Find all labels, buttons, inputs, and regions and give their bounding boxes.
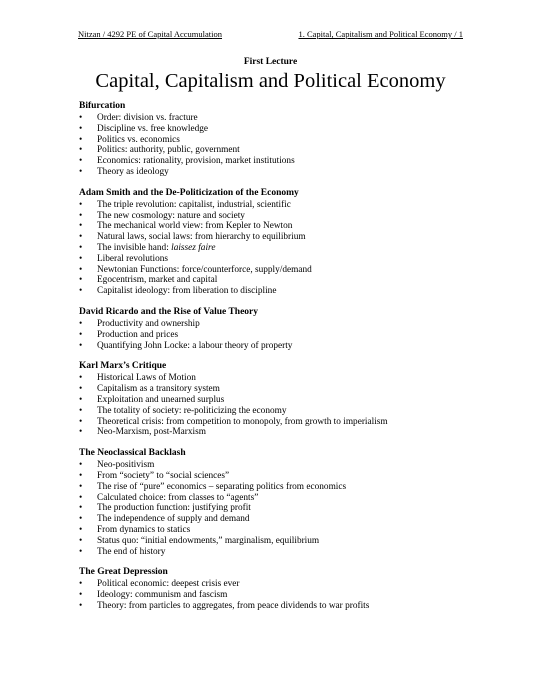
bullet-text: Politics: authority, public, government [97,145,240,156]
bullet-list [79,200,469,297]
bullet-text: Political economic: deepest crisis ever [97,579,240,590]
bullet-item [79,427,469,438]
running-header [78,29,463,39]
bullet-item [79,373,469,384]
section-heading: The Neoclassical Backlash [79,448,186,459]
bullet-item [79,503,469,514]
bullet-item [79,200,469,211]
section-heading: Karl Marx’s Critique [79,361,167,372]
bullet-item [79,167,469,178]
section-heading: The Great Depression [79,567,168,578]
bullet-item [79,113,469,124]
bullet-item [79,275,469,286]
bullet-item [79,319,469,330]
bullet-item [79,265,469,276]
bullet-item [79,471,469,482]
bullet-item [79,341,469,352]
bullet-item [79,232,469,243]
bullet-italic-text: laissez faire [171,242,216,253]
bullet-text: The rise of “pure” economics – separating politics from economics [97,481,347,492]
bullet-text: The new cosmology: nature and society [97,210,245,221]
bullet-item [79,493,469,504]
lecture-outline [79,101,469,622]
bullet-text: Status quo: “initial endowments,” marginalism, equilibrium [97,535,320,546]
bullet-text: Egocentrism, market and capital [97,275,218,286]
bullet-text: Politics vs. economics [97,134,180,145]
bullet-item [79,590,469,601]
bullet-item [79,482,469,493]
outline-section [79,188,469,297]
bullet-list [79,579,469,611]
page-title: Capital, Capitalism and Political Economy [95,70,446,92]
bullet-text: Neo-positivism [97,460,155,471]
bullet-text: Liberal revolutions [97,253,168,264]
bullet-text: Ideology: communism and fascism [97,590,228,601]
bullet-text: The end of history [97,546,166,557]
bullet-text: Neo-Marxism, post-Marxism [97,427,206,438]
bullet-item [79,460,469,471]
bullet-item [79,211,469,222]
bullet-text: Exploitation and unearned surplus [97,394,225,405]
bullet-item [79,514,469,525]
bullet-text: Theory as ideology [97,166,169,177]
bullet-text: From “society” to “social sciences” [97,470,230,481]
section-heading: David Ricardo and the Rise of Value Theory [79,306,259,317]
bullet-text: Calculated choice: from classes to “agents” [97,492,259,503]
bullet-item [79,601,469,612]
bullet-text: Quantifying John Locke: a labour theory of property [97,340,293,351]
bullet-item [79,395,469,406]
title-block [0,56,541,93]
bullet-text: Natural laws, social laws: from hierarchy to equilibrium [97,232,306,243]
bullet-text: Newtonian Functions: force/counterforce, supply/demand [97,264,312,275]
section-heading: Bifurcation [79,101,126,111]
bullet-text: Theoretical crisis: from competition to monopoly, from growth to imperialism [97,416,388,427]
bullet-item [79,243,469,254]
lecture-label: First Lecture [243,57,298,67]
bullet-text: Economics: rationality, provision, market institutions [97,156,295,167]
bullet-text: Theory: from particles to aggregates, from peace dividends to war profits [97,600,370,611]
bullet-list [79,113,469,178]
bullet-item [79,145,469,156]
bullet-item [79,406,469,417]
bullet-item [79,221,469,232]
bullet-item [79,384,469,395]
bullet-item [79,525,469,536]
outline-section [79,307,469,351]
outline-section [79,567,469,611]
bullet-item [79,579,469,590]
bullet-item [79,254,469,265]
bullet-text: The mechanical world view: from Kepler to Newton [97,221,293,232]
bullet-item [79,124,469,135]
bullet-text: The invisible hand: [97,242,172,253]
bullet-item [79,286,469,297]
bullet-text: Production and prices [97,329,179,340]
bullet-item [79,417,469,428]
bullet-text: The independence of supply and demand [97,514,250,525]
bullet-text: Capitalist ideology: from liberation to discipline [97,286,277,297]
bullet-text: The triple revolution: capitalist, industrial, scientific [97,199,291,210]
bullet-text: Historical Laws of Motion [97,373,196,384]
bullet-text: From dynamics to statics [97,524,191,535]
bullet-text: The totality of society: re-politicizing the economy [97,405,287,416]
bullet-list [79,373,469,438]
bullet-text: Capitalism as a transitory system [97,384,220,395]
outline-section [79,101,469,178]
header-left: Nitzan / 4292 PE of Capital Accumulation [78,29,223,39]
outline-section [79,361,469,438]
bullet-item [79,156,469,167]
section-heading: Adam Smith and the De-Politicization of the Economy [79,187,299,198]
bullet-text: Discipline vs. free knowledge [97,123,209,134]
bullet-list [79,319,469,351]
bullet-text: Productivity and ownership [97,318,200,329]
bullet-item [79,547,469,558]
bullet-item [79,536,469,547]
bullet-item [79,330,469,341]
bullet-item [79,135,469,146]
bullet-text: Order: division vs. fracture [97,113,198,123]
outline-section [79,448,469,557]
header-right: 1. Capital, Capitalism and Political Economy / 1 [298,29,463,39]
bullet-text: The production function: justifying profit [97,503,251,514]
bullet-list [79,460,469,557]
